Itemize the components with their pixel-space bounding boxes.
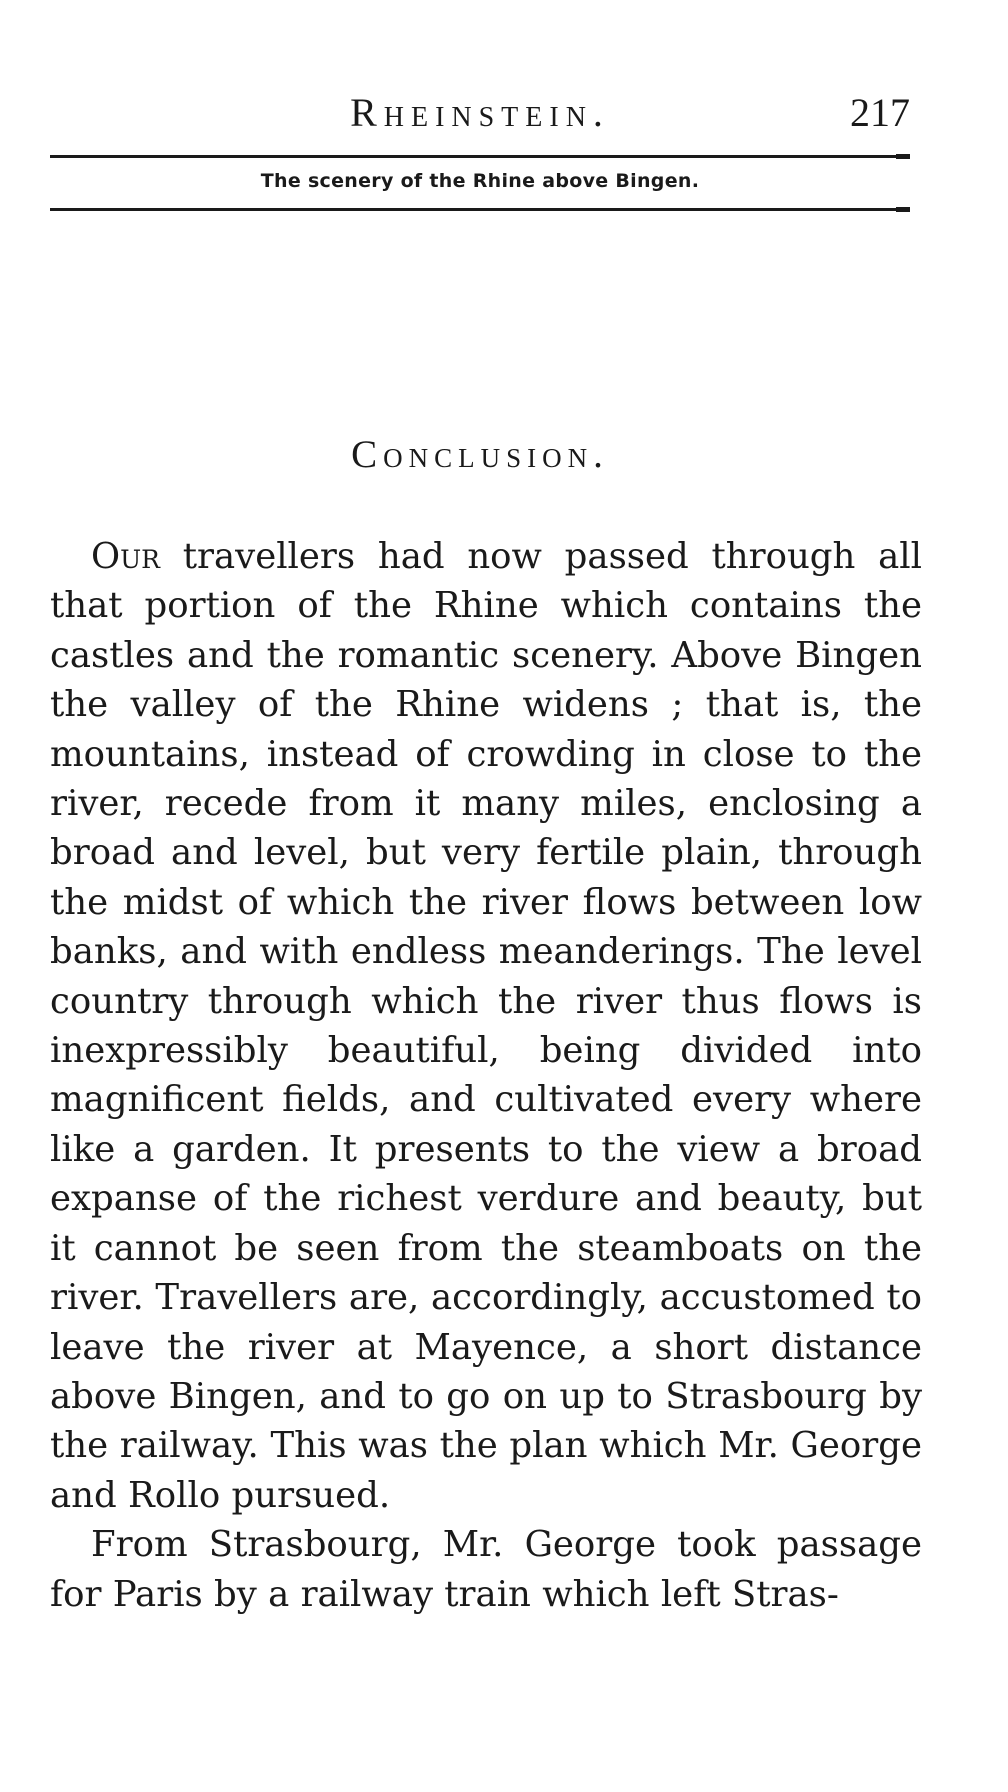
page-number: 217: [850, 90, 910, 135]
paragraph-2-text: From Strasbourg, Mr. George took passage for Paris by a railway train which left Stras-: [50, 1524, 922, 1615]
bottom-rule: [50, 208, 910, 211]
running-head: [50, 88, 910, 138]
paragraph-2: [50, 1520, 922, 1619]
paragraph-1-text: travellers had now passed through all that portion of the Rhine which contains the castles and the romantic scenery. Above Bingen the valley of the Rhine widens ; that is, the mountains, instead of crowding in close to the river, recede from it many miles, enclosing a broad and level, but very fertile plain, through the midst of which the river flows between low banks, and with endless meanderings. The level country through which the river thus flows is inexpressibly beautiful, being divided into magnificent fields, and cultivated every where like a garden. It presents to the view a broad expanse of the richest verdure and beauty, but it cannot be seen from the steamboats on the river. Travellers are, accordingly, accustomed to leave the river at Mayence, a short distance above Bingen, and to go on up to Strasbourg by the railway. This was the plan which Mr. George and Rollo pursued.: [50, 536, 922, 1516]
paragraph-1: [50, 532, 922, 1520]
running-title: Rheinstein.: [350, 90, 610, 135]
body-text: [50, 532, 922, 1619]
top-rule: [50, 155, 910, 158]
chapter-heading: Conclusion.: [351, 433, 609, 476]
section-subhead: The scenery of the Rhine above Bingen.: [260, 170, 700, 192]
paragraph-lead-word: Our: [91, 536, 160, 577]
